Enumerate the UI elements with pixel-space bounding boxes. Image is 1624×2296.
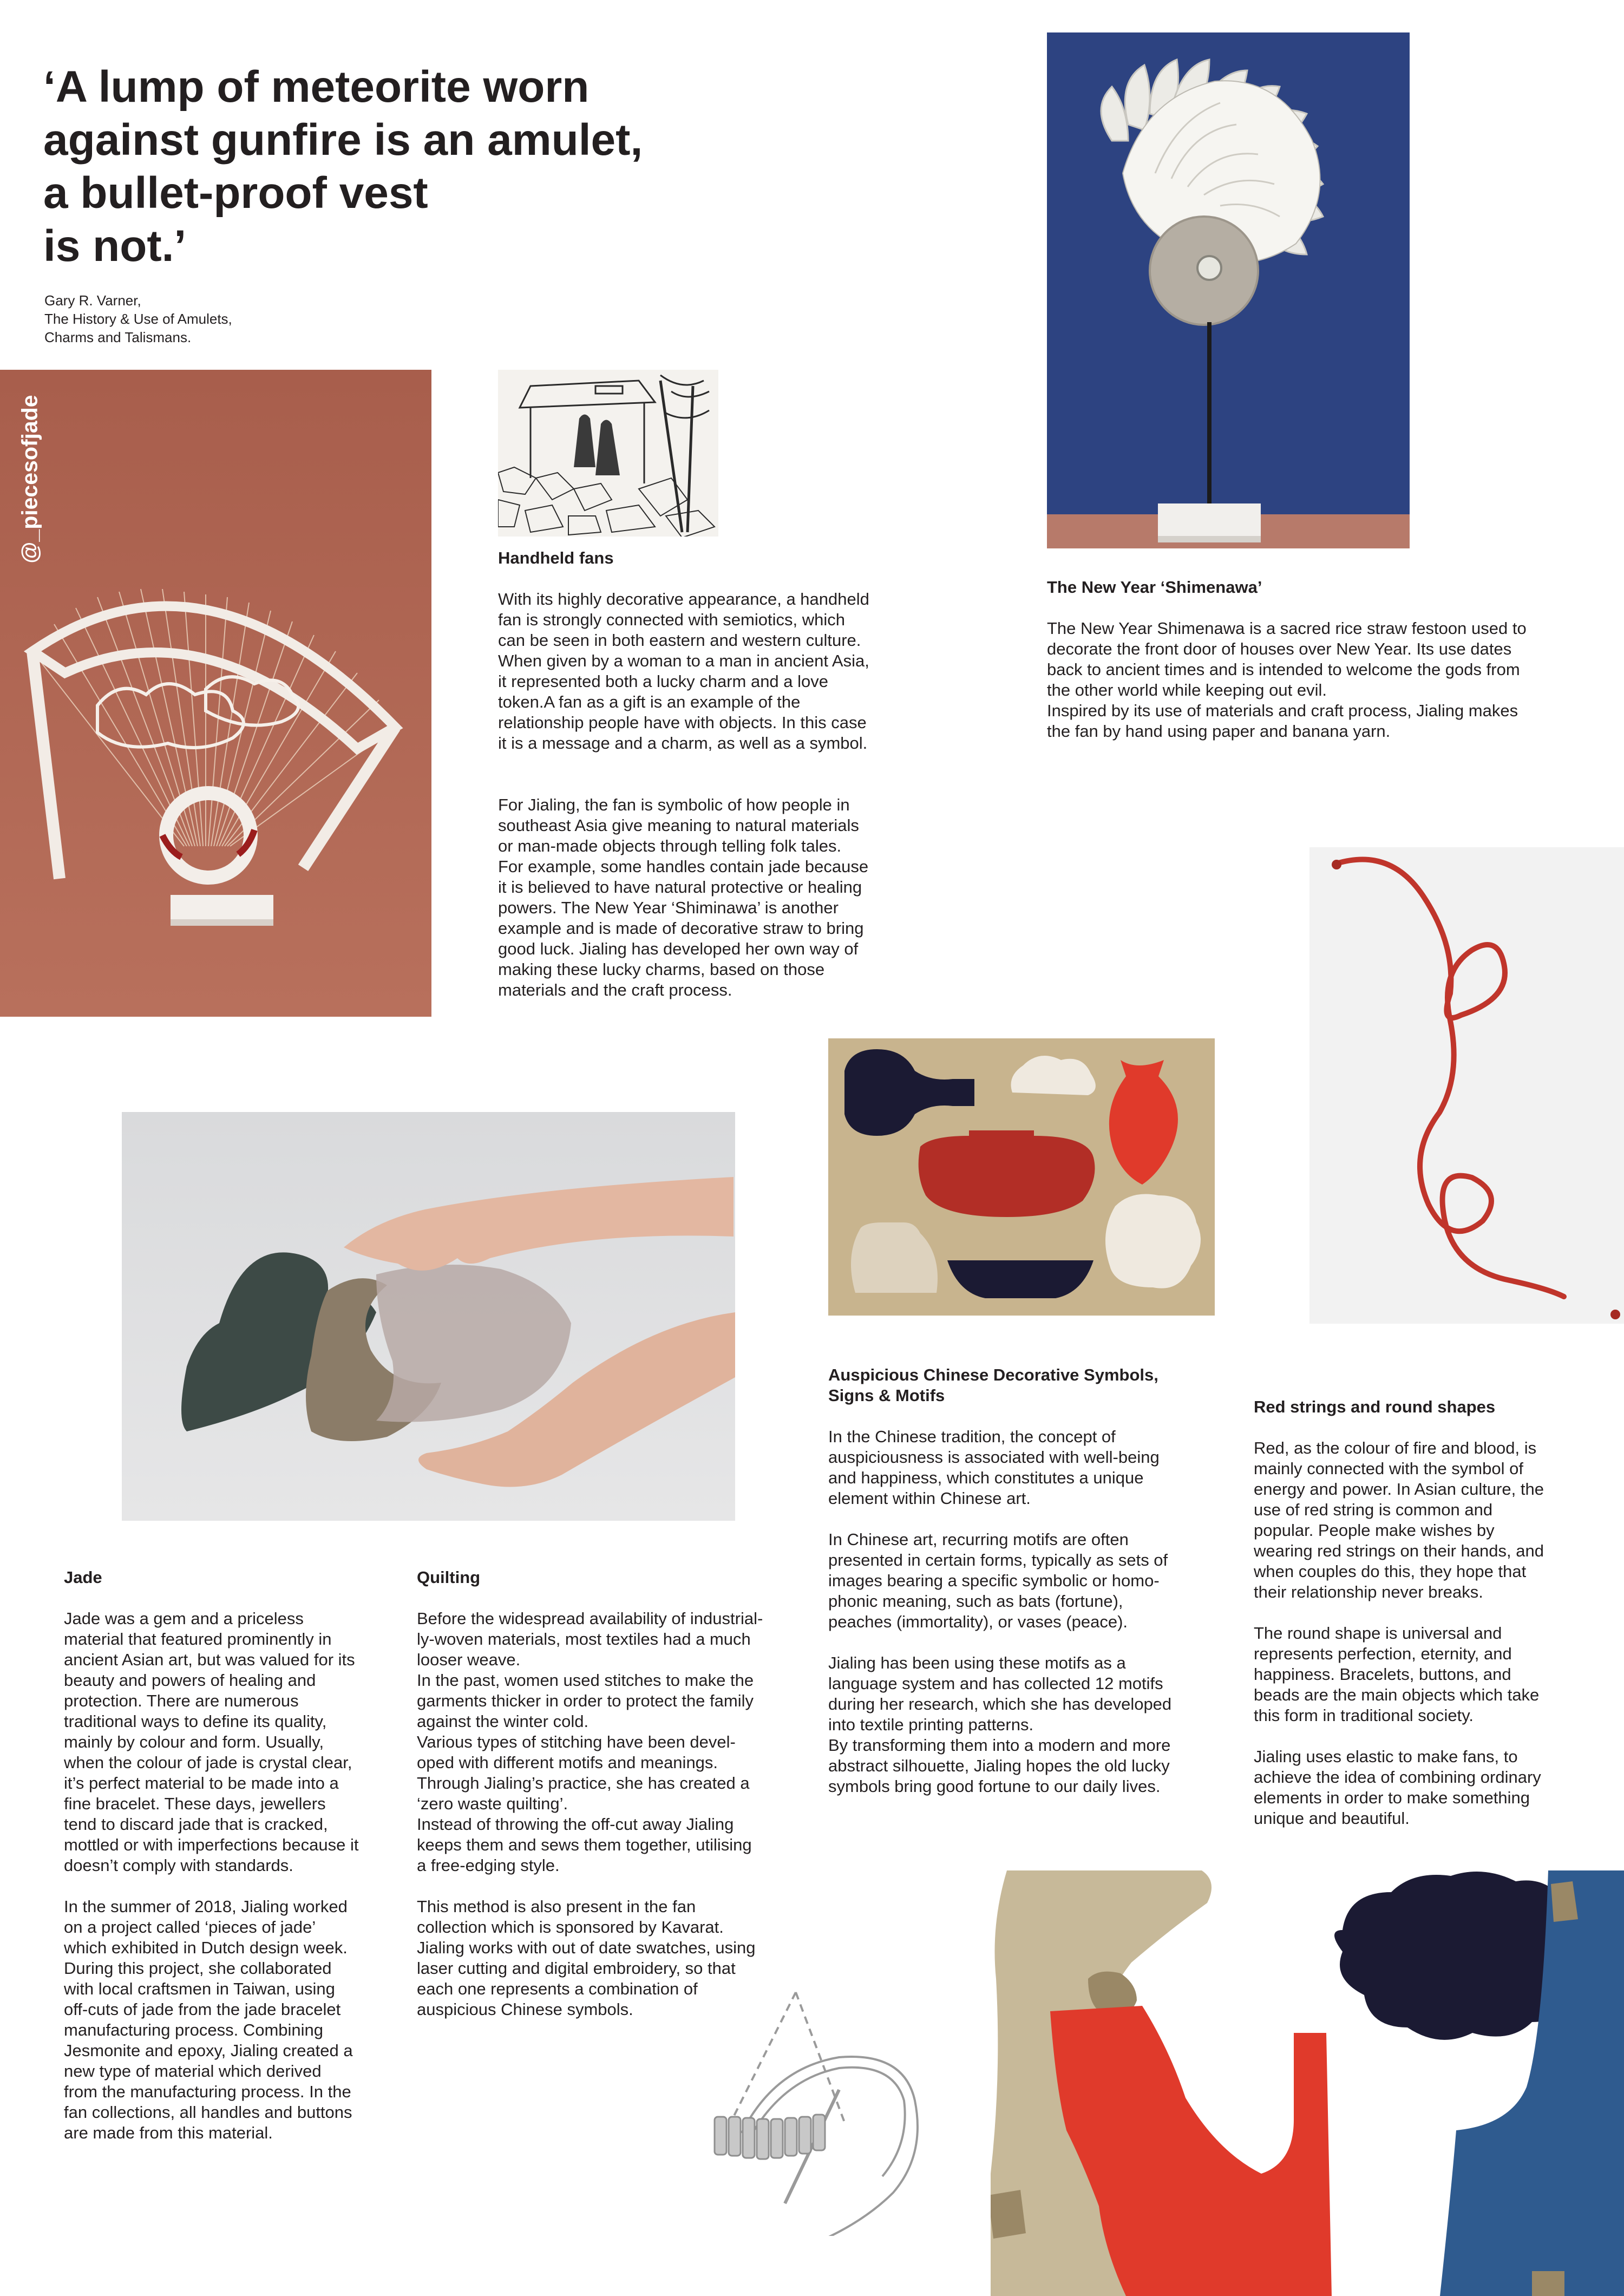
citation-line: The History & Use of Amulets, [44,311,232,327]
paragraph: Red, as the colour of fire and blood, is mainly connected with the symbol of energy and power. In Asian culture, the use of red string is common and popular. People make wishes by wearing red strings on their hands, and when couples do this, they hope that their relationship never breaks. [1254,1438,1544,1601]
auspicious-motifs-board [828,1038,1215,1316]
section-body [828,1427,1218,1797]
paragraph: In Chinese art, recurring motifs are often presented in certain forms, typically as sets of images bearing a specific symbolic or homo- phonic meaning, such as bats (fortune), peaches (immortality), or vases (peace). [828,1530,1168,1631]
section-handheld-fans [498,548,899,1000]
section-auspicious-symbols [828,1365,1218,1797]
paper-cut-collage [991,1870,1624,2296]
shimenawa-fan-photo [1047,32,1410,548]
section-body [417,1608,796,2020]
paragraph: In the Chinese tradition, the concept of auspiciousness is associated with well-being and happiness, which constitutes a unique element within Chinese art. [828,1427,1160,1508]
paragraph: With its highly decorative appearance, a handheld fan is strongly connected with semiotics, which can be seen in both eastern and western culture. When given by a woman to a man in ancient Asia, it represented both a lucky charm and a love token.A fan as a gift is an example of the relationship people have with objects. In this case it is a message and a charm, as well as a symbol. [498,590,869,753]
red-string-photo [1309,847,1624,1324]
paragraph: In the summer of 2018, Jialing worked on a project called ‘pieces of jade’ which exhibited in Dutch design week. During this project, she collaborated with local craftsmen in Taiwan, using off-cuts of jade from the jade bracelet manufacturing process. Combining Jesmonite and epoxy, Jialing created a new type of material which derived from the manufacturing process. In the fan collections, all handles and buttons are made from this material. [64,1897,353,2142]
quote-line: ‘A lump of meteorite worn [43,62,590,112]
box-motif [919,1130,1095,1217]
paragraph: For Jialing, the fan is symbolic of how people in southeast Asia give meaning to natural materials or man-made objects through telling folk tales. For example, some handles contain jade because it is believed to have natural protective or healing powers. The New Year ‘Shiminawa’ is another example and is made of decorative straw to bring good luck. Jialing has developed her own way of making these lucky charms, based on those materials and the craft process. [498,795,869,999]
quote-line: is not.’ [43,221,187,271]
jade-pieces-photo [122,1112,735,1521]
quote-citation [44,291,369,346]
paragraph: Jialing has been using these motifs as a language system and has collected 12 motifs during her research, which she has developed into textile printing patterns. By transforming them into a modern and more abstract silhouette, Jialing hopes the old lucky symbols bring good fortune to our daily lives. [828,1653,1172,1796]
paragraph: Jialing uses elastic to make fans, to achieve the idea of combining ordinary elements in order to make something unique and beautiful. [1254,1747,1541,1828]
pull-quote [43,61,693,273]
section-body [1047,618,1599,742]
cloud-motif [1105,1194,1201,1288]
section-quilting [417,1567,796,2020]
section-title: Auspicious Chinese Decorative Symbols, Signs & Motifs [828,1365,1158,1405]
section-body [498,589,899,1000]
section-title: Quilting [417,1568,481,1587]
paragraph: The New Year Shimenawa is a sacred rice straw festoon used to decorate the front door of houses over New Year. Its use dates back to ancient times and is intended to welcome the gods from the other world while keeping out evil. Inspired by its use of materials and craft process, Jialing makes the fan by hand using paper and banana yarn. [1047,619,1527,741]
section-title: Handheld fans [498,548,614,567]
citation-line: Charms and Talismans. [44,329,192,345]
quote-line: a bullet-proof vest [43,168,428,218]
section-title: The New Year ‘Shimenawa’ [1047,578,1262,597]
paragraph: Jade was a gem and a priceless material that featured prominently in ancient Asian art, but was valued for its beauty and powers of healing and protection. There are numerous traditional ways to define its quality, mainly by colour and form. Usually, when the colour of jade is crystal clear, it’s perfect material to be made into a fine bracelet. These days, jewellers tend to discard jade that is cracked, mottled or with imperfections because it doesn’t comply with standards. [64,1609,359,1875]
quote-line: against gunfire is an amulet, [43,115,643,165]
citation-line: Gary R. Varner, [44,292,141,309]
instagram-handle: @_piecesofjade [17,395,42,564]
section-title: Red strings and round shapes [1254,1397,1496,1416]
paragraph: The round shape is universal and represents perfection, eternity, and happiness. Bracelets, buttons, and beads are the main objects which take this form in traditional society. [1254,1624,1540,1725]
section-body [64,1608,394,2143]
jade-fan-photo [0,370,431,1017]
fan-line-sketch [709,1987,926,2236]
woodcut-illustration [498,370,718,537]
paragraph: Before the widespread availability of industrial- ly-woven materials, most textiles had a much looser weave. In the past, women used stitches to make the garments thicker in order to protect the family against the winter cold. Various types of stitching have been devel- oped with different motifs and meanings. Through Jialing’s practice, she has created a ‘zero waste quilting’. Instead of throwing the off-cut away Jialing keeps them and sews them together, utilising a free-edging style. [417,1609,763,1875]
section-body [1254,1438,1611,1829]
paragraph: This method is also present in the fan collection which is sponsored by Kavarat. Jialing works with out of date swatches, using laser cutting and digital embroidery, so that each one represents a combination of auspicious Chinese symbols. [417,1897,756,2019]
section-title: Jade [64,1568,102,1587]
section-red-strings [1254,1397,1611,1829]
section-jade [64,1567,394,2143]
section-shimenawa [1047,577,1599,742]
